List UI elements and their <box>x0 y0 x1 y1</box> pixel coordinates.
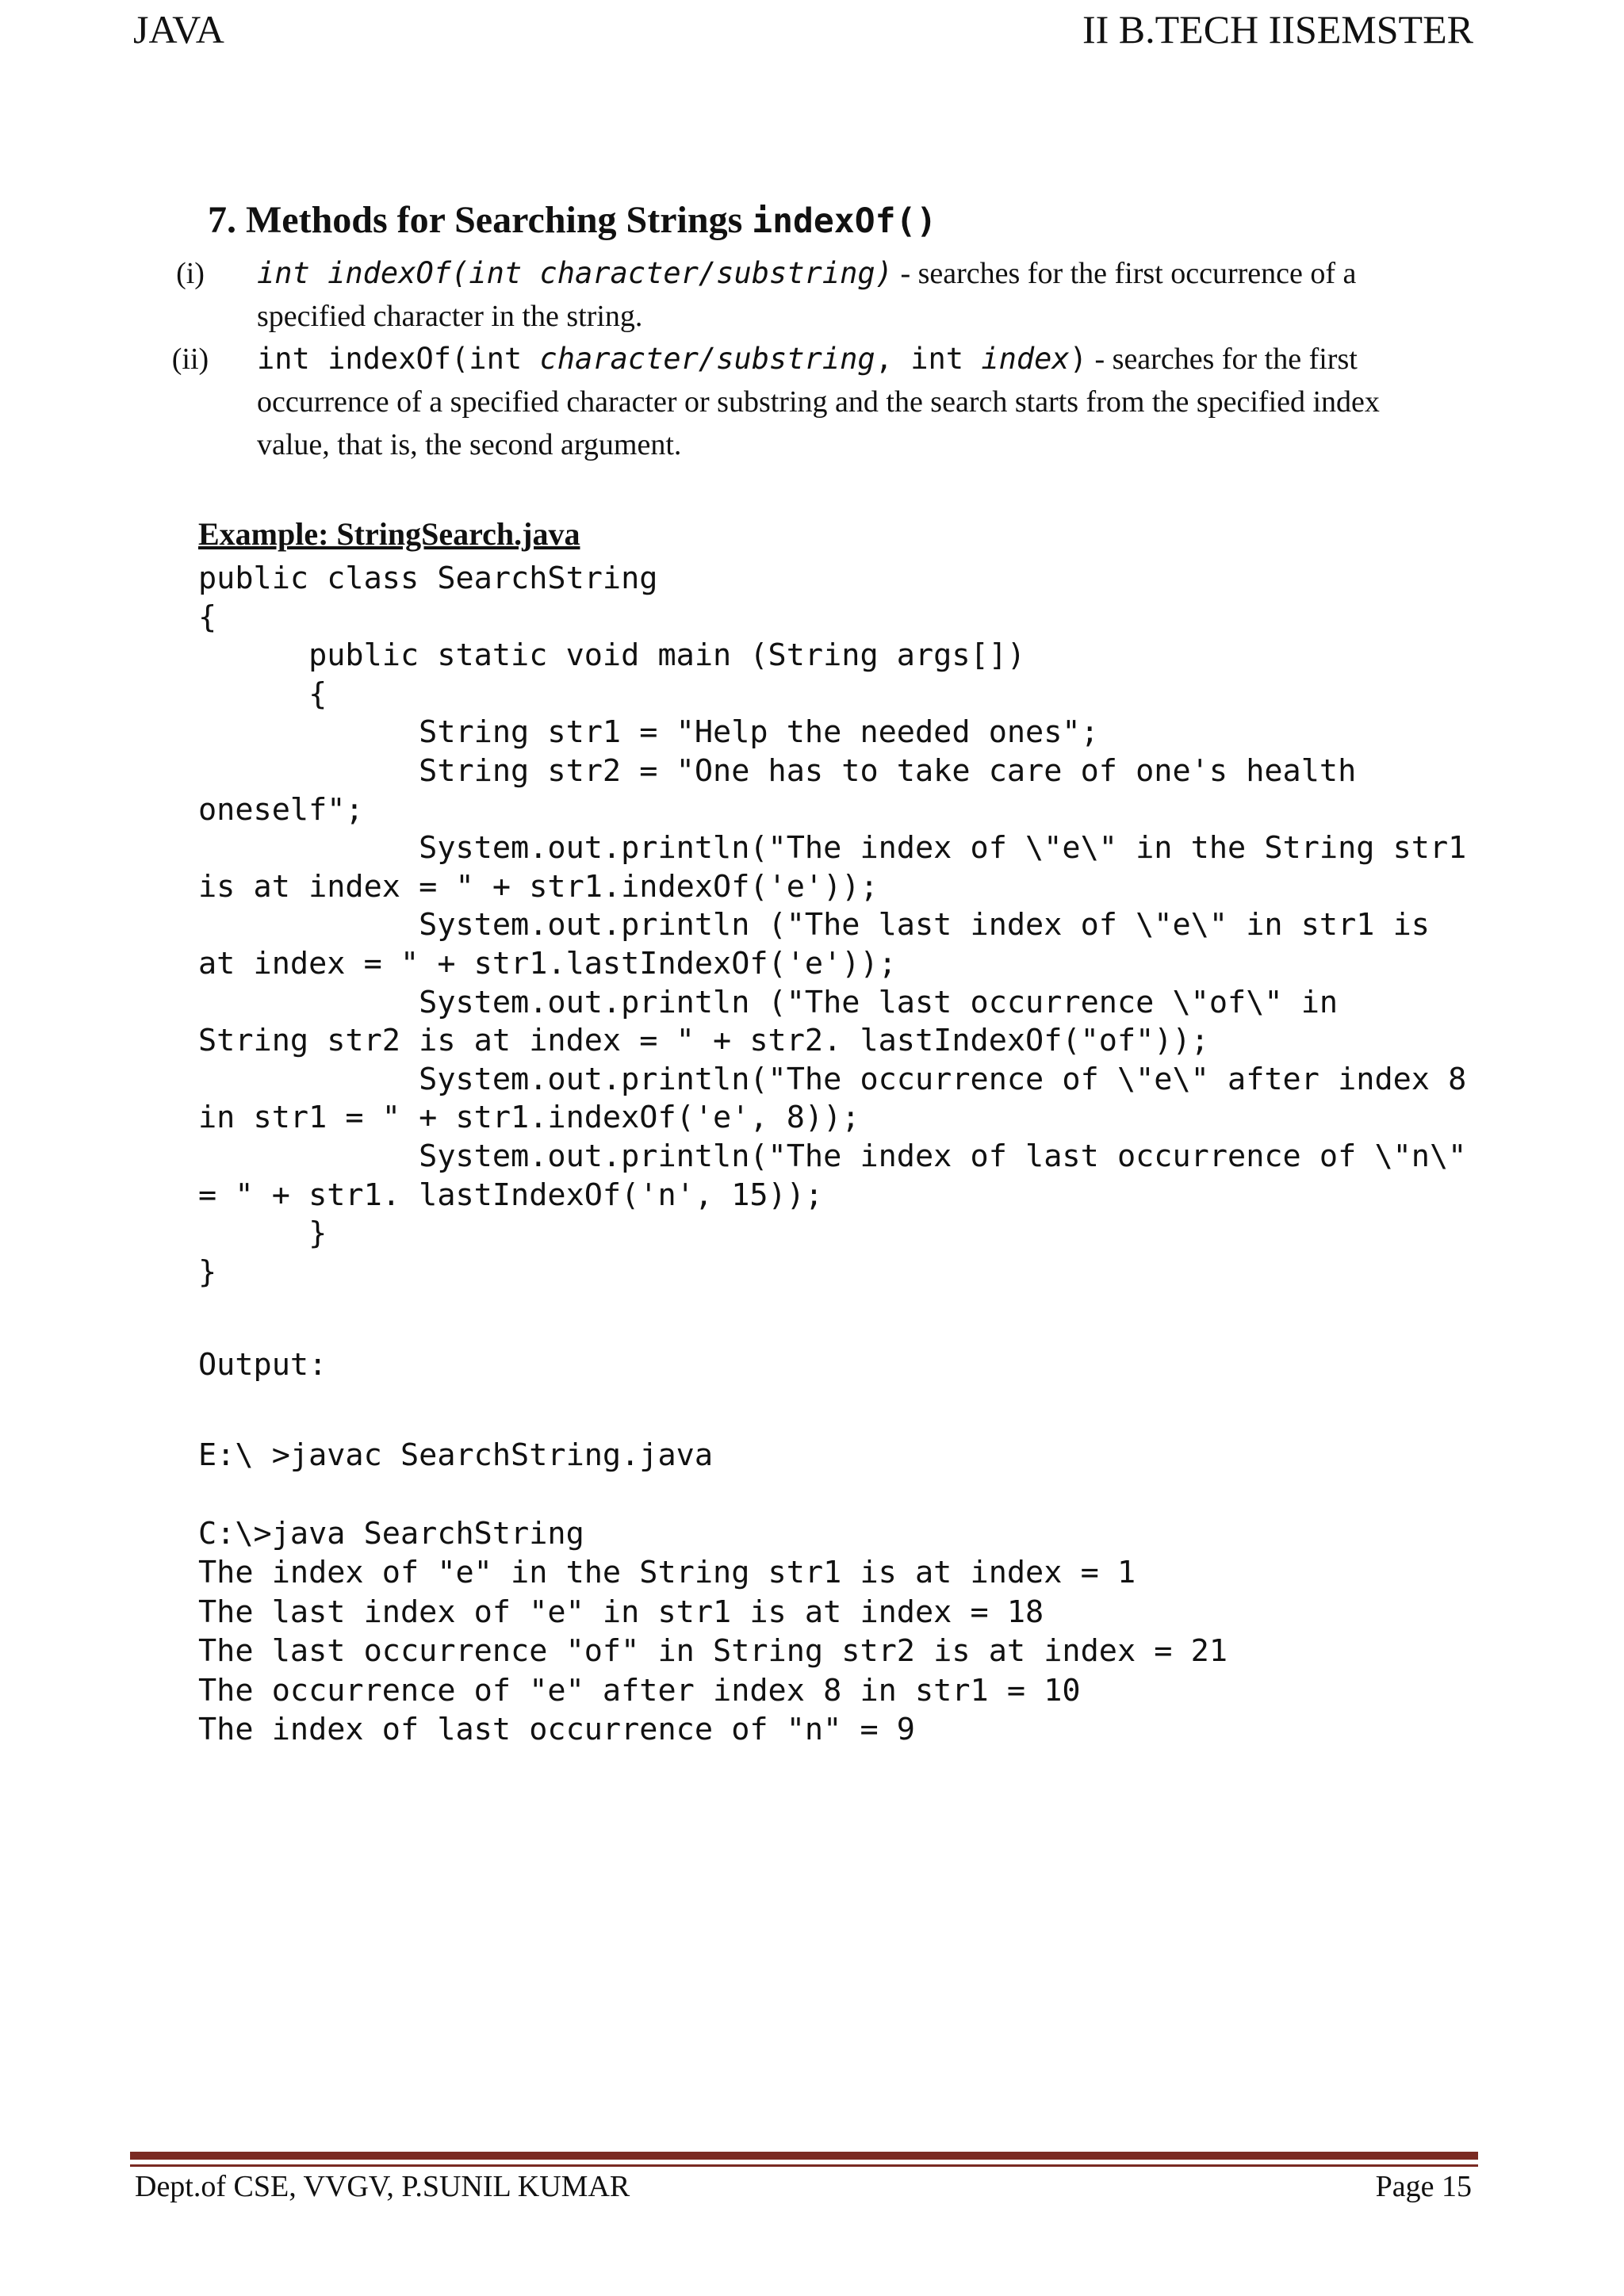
method-description: - searches for the first occurrence of a specified character in the string. <box>257 257 1357 333</box>
header-right-title: II B.TECH IISEMSTER <box>1082 7 1473 52</box>
section-title-text: Methods for Searching Strings <box>246 199 743 241</box>
section-number: 7. <box>208 199 236 241</box>
code-line: String str2 = "One has to take care of one's health <box>198 752 1357 789</box>
code-line: public class SearchString <box>198 561 658 596</box>
code-line: { <box>198 675 327 712</box>
program-output <box>198 1514 1228 1749</box>
code-line: public static void main (String args[]) <box>198 637 1026 674</box>
output-line: The index of "e" in the String str1 is at index = 1 <box>198 1555 1136 1591</box>
code-block <box>198 560 1466 1292</box>
code-line: = " + str1. lastIndexOf('n', 15)); <box>198 1177 824 1213</box>
header-left-title: JAVA <box>133 7 224 52</box>
output-label: Output: <box>198 1347 327 1383</box>
method-list <box>159 252 1435 466</box>
code-line: } <box>198 1215 327 1252</box>
method-item <box>159 338 1435 466</box>
code-line: oneself"; <box>198 791 364 828</box>
method-signature-param: character/substring <box>539 342 875 376</box>
output-line: The index of last occurrence of "n" = 9 <box>198 1712 915 1748</box>
code-line: { <box>198 599 217 635</box>
method-item <box>159 252 1435 338</box>
footer-department: Dept.of CSE, VVGV, P.SUNIL KUMAR <box>135 2170 630 2203</box>
code-line: System.out.println ("The last occurrence \"of\" in <box>198 984 1339 1020</box>
code-line: } <box>198 1253 217 1290</box>
footer-rule <box>130 2152 1478 2160</box>
method-marker: (ii) <box>171 342 209 376</box>
code-line: in str1 = " + str1.indexOf('e', 8)); <box>198 1100 860 1136</box>
footer-rule-thin <box>130 2164 1478 2167</box>
code-line: String str2 is at index = " + str2. lastIndexOf("of")); <box>198 1023 1209 1059</box>
output-line: The last index of "e" in str1 is at index = 18 <box>198 1594 1044 1630</box>
method-marker: (i) <box>176 257 205 290</box>
method-signature: int indexOf(int character/substring) <box>257 256 893 290</box>
method-description: - searches for the first occurrence of a specified character or substring and the search starts from the specified index value, that is, the second argument. <box>257 342 1380 461</box>
code-line: System.out.println("The index of last occurrence of \"n\" <box>198 1138 1467 1174</box>
method-signature-part: , int <box>875 342 982 376</box>
method-signature-part: int indexOf(int <box>257 342 540 376</box>
output-line: C:\>java SearchString <box>198 1516 584 1552</box>
method-signature-part: ) <box>1069 342 1087 376</box>
code-line: System.out.println("The occurrence of \"e\" after index 8 <box>198 1061 1467 1097</box>
example-title: Example: StringSearch.java <box>198 516 580 552</box>
output-line: The occurrence of "e" after index 8 in str1 = 10 <box>198 1672 1081 1709</box>
output-line: The last occurrence "of" in String str2 is at index = 21 <box>198 1633 1228 1670</box>
code-line: is at index = " + str1.indexOf('e')); <box>198 868 879 905</box>
section-heading <box>208 198 936 242</box>
code-line: System.out.println("The index of \"e\" in the String str1 <box>198 830 1467 867</box>
section-title-code: indexOf() <box>752 201 937 241</box>
page-number: Page 15 <box>1375 2170 1472 2203</box>
code-line: at index = " + str1.lastIndexOf('e')); <box>198 945 897 982</box>
code-line: System.out.println ("The last index of \"e\" in str1 is <box>198 907 1430 943</box>
compile-command: E:\ >javac SearchString.java <box>198 1437 714 1473</box>
method-signature-param: index <box>981 342 1070 376</box>
code-line: String str1 = "Help the needed ones"; <box>198 714 1099 751</box>
